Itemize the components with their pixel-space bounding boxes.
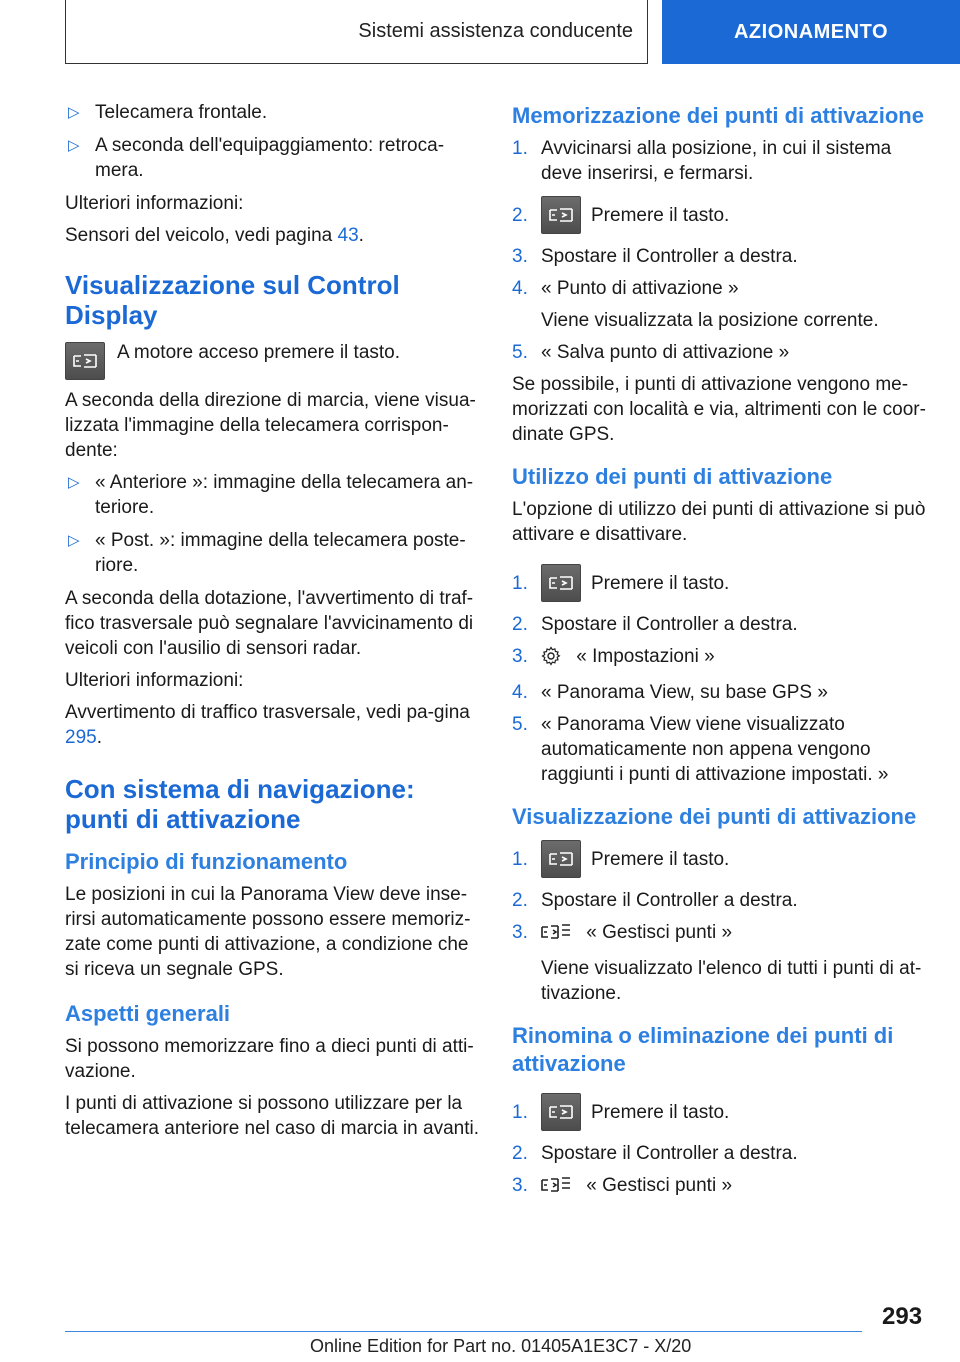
heading-navigazione: Con sistema di navigazione: punti di attivazione [65, 774, 415, 834]
right-column [512, 100, 927, 1209]
sensori-reference: Sensori del veicolo, vedi pagina 43. [65, 225, 364, 246]
step-item: 3. « Impostazioni » [512, 644, 927, 673]
footer-edition: Online Edition for Part no. 01405A1E3C7 - X/20 [310, 1336, 692, 1356]
camera-key-icon [541, 1093, 581, 1131]
bullet-item [65, 470, 480, 520]
step-item: 2. Premere il tasto. [512, 193, 927, 237]
header-section-label: Sistemi assistenza conducente [358, 20, 633, 42]
left-column [65, 100, 480, 1148]
bullet-text: Telecamera frontale. [95, 102, 268, 123]
step-item: 5. « Salva punto di attivazione » [512, 342, 790, 363]
camera-key-icon [541, 196, 581, 234]
avvertimento-reference: Avvertimento di traffico trasversale, vedi pa-gina 295. [65, 702, 470, 748]
aspetti-text: Si possono memorizzare fino a dieci punti di atti-vazione. [65, 1036, 474, 1082]
heading-visualizzazione: Visualizzazione sul Control Display [65, 270, 400, 330]
camera-key-icon [541, 564, 581, 602]
camera-key-icon [65, 342, 105, 380]
aspetti-text: I punti di attivazione si possono utilizzare per la telecamera anteriore nel caso di marcia in avanti. [65, 1093, 479, 1139]
heading-memorizzazione: Memorizzazione dei punti di attivazione [512, 103, 924, 128]
triangle-bullet-icon: ▷ [68, 104, 80, 121]
step-item: 3. Spostare il Controller a destra. [512, 246, 798, 267]
heading-aspetti: Aspetti generali [65, 1001, 231, 1026]
heading-rinomina: Rinomina o eliminazione dei punti di attivazione [512, 1023, 894, 1076]
memo-note: Se possibile, i punti di attivazione vengono me-morizzati con località e via, altrimenti con le coor-dinate GPS. [512, 374, 926, 445]
step-item: 3. « Gestisci punti » [512, 1173, 927, 1202]
step-item: 5. « Panorama View viene visualizzato automaticamente non appena vengono raggiunti i punti di attivazione impostati. » [512, 714, 889, 785]
principio-text: Le posizioni in cui la Panorama View deve inse-rirsi automaticamente possono essere memoriz-zate come punti di attivazione, a condizione che si riceva un segnale GPS. [65, 884, 471, 980]
manage-points-list-icon [541, 1175, 571, 1202]
bullet-text: « Anteriore »: immagine della telecamera an-teriore. [95, 472, 474, 518]
more-info-label: Ulteriori informazioni: [65, 670, 244, 691]
page-number: 293 [882, 1303, 923, 1330]
step-item: 1. Avvicinarsi alla posizione, in cui il sistema deve inserirsi, e fermarsi. [512, 138, 892, 184]
utilizzo-text: L'opzione di utilizzo dei punti di attivazione si può attivare e disattivare. [512, 499, 926, 545]
bullet-item [65, 133, 480, 183]
step-item: 2. Spostare il Controller a destra. [512, 1143, 798, 1164]
step-item: 2. Spostare il Controller a destra. [512, 890, 798, 911]
step-item: 4. « Punto di attivazione » Viene visualizzata la posizione corrente. [512, 278, 879, 331]
heading-principio: Principio di funzionamento [65, 849, 348, 874]
step-item: 1. Premere il tasto. [512, 837, 927, 881]
direzione-text: A seconda della direzione di marcia, viene visua-lizzata l'immagine della telecamera corrispon-dente: [65, 390, 476, 461]
dotazione-text: A seconda della dotazione, l'avvertimento di traf-fico trasversale può segnalare l'avvicinamento di veicoli con l'ausilio di sensori radar. [65, 588, 474, 659]
more-info-label: Ulteriori informazioni: [65, 193, 244, 214]
footer-divider [65, 1331, 862, 1332]
manage-points-list-icon [541, 922, 571, 949]
bullet-text: « Post. »: immagine della telecamera poste-riore. [95, 530, 466, 576]
step-item: 4. « Panorama View, su base GPS » [512, 682, 828, 703]
triangle-bullet-icon: ▷ [68, 474, 80, 491]
step-item: 2. Spostare il Controller a destra. [512, 614, 798, 635]
camera-key-icon [541, 840, 581, 878]
step-item: 1. Premere il tasto. [512, 1090, 927, 1134]
motore-instruction: A motore acceso premere il tasto. [65, 340, 480, 380]
header-chapter-tab[interactable] [662, 0, 960, 64]
triangle-bullet-icon: ▷ [68, 532, 80, 549]
settings-gear-icon [541, 646, 561, 673]
step-item: 1. Premere il tasto. [512, 561, 927, 605]
heading-visualizzazione-punti: Visualizzazione dei punti di attivazione [512, 804, 917, 829]
page-link[interactable]: 43 [337, 225, 359, 246]
bullet-item [65, 100, 480, 125]
bullet-text: A seconda dell'equipaggiamento: retroca-mera. [95, 135, 445, 181]
header-section-title [65, 0, 648, 64]
step-item: 3. « Gestisci punti » Viene visualizzato l'elenco di tutti i punti di at-tivazione. [512, 922, 922, 1004]
page-link[interactable]: 295 [65, 727, 97, 748]
heading-utilizzo: Utilizzo dei punti di attivazione [512, 464, 833, 489]
header-chapter-label: AZIONAMENTO [733, 20, 888, 43]
bullet-item [65, 528, 480, 578]
triangle-bullet-icon: ▷ [68, 137, 80, 154]
